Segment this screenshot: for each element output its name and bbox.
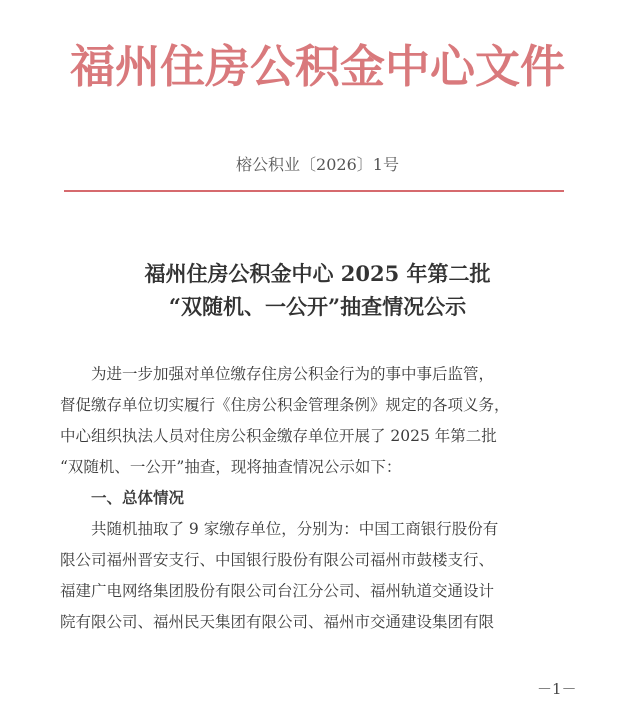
section-heading-overview: 一、总体情况	[91, 489, 185, 507]
red-divider-line	[64, 190, 564, 192]
paragraph-2-line-2: 限公司福州晋安支行、中国银行股份有限公司福州市鼓楼支行、	[60, 551, 495, 569]
document-header-title: 福州住房公积金中心文件	[69, 40, 565, 93]
document-title-line-2: “双随机、一公开”抽查情况公示	[168, 294, 467, 319]
document-title	[0, 257, 635, 323]
paragraph-2-line-3: 福建广电网络集团股份有限公司台江分公司、福州轨道交通设计	[60, 582, 495, 600]
page-number: －1－	[537, 680, 577, 698]
document-title-line-1: 福州住房公积金中心 2025 年第二批	[144, 261, 491, 286]
paragraph-1-line-1: 为进一步加强对单位缴存住房公积金行为的事中事后监管，	[91, 365, 495, 383]
paragraph-1-line-3: 中心组织执法人员对住房公积金缴存单位开展了 2025 年第二批	[60, 427, 497, 445]
document-number: 榕公积业〔2026〕1号	[236, 155, 399, 174]
paragraph-1-line-2: 督促缴存单位切实履行《住房公积金管理条例》规定的各项义务，	[60, 396, 510, 414]
document-body	[60, 359, 580, 638]
paragraph-2-line-1: 共随机抽取了 9 家缴存单位，分别为：中国工商银行股份有	[91, 520, 499, 538]
paragraph-2-line-4: 院有限公司、福州民天集团有限公司、福州市交通建设集团有限	[60, 613, 495, 631]
paragraph-1-line-4: “双随机、一公开”抽查，现将抽查情况公示如下：	[60, 458, 402, 476]
